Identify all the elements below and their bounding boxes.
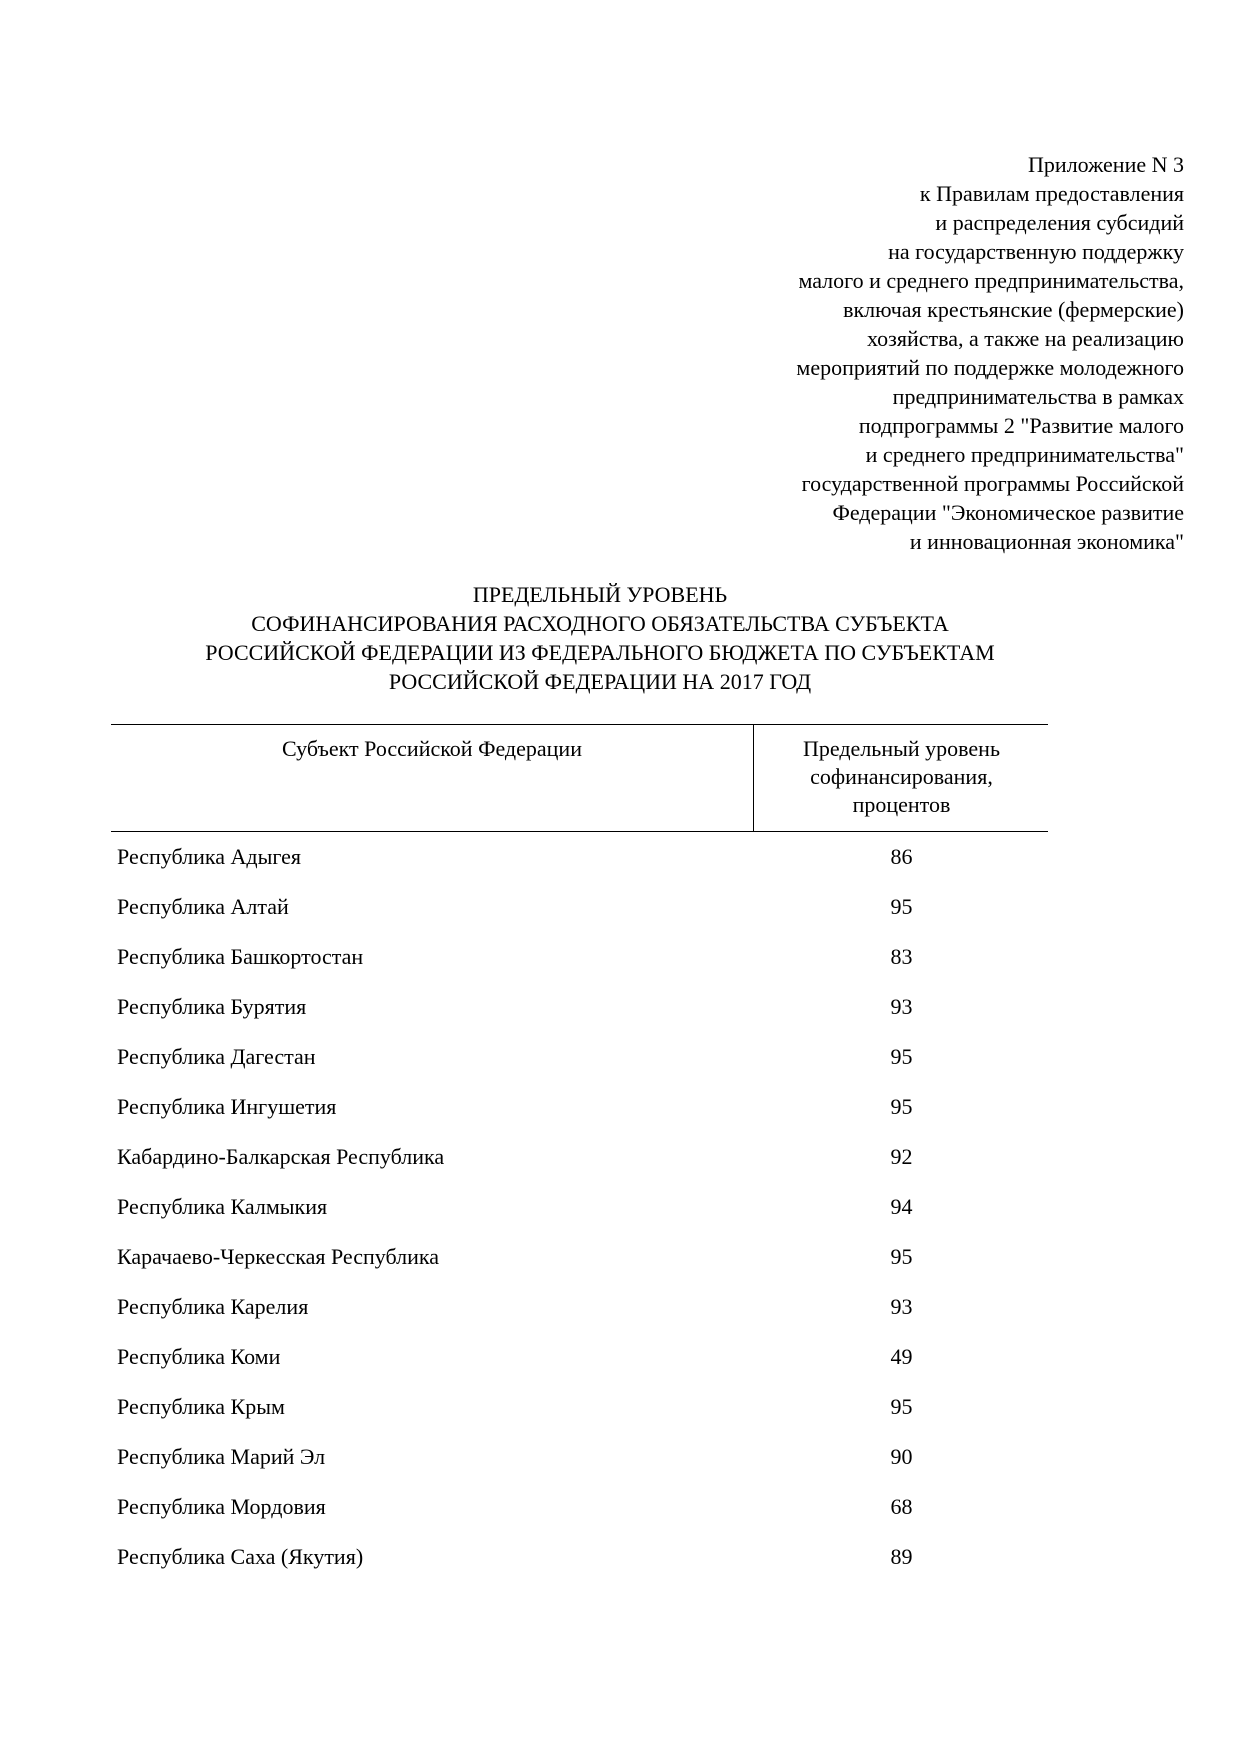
annex-line: Федерации "Экономическое развитие [832, 500, 1184, 525]
title-line: ПРЕДЕЛЬНЫЙ УРОВЕНЬ [472, 582, 728, 607]
level-value: 93 [890, 994, 913, 1019]
level-value: 95 [890, 1244, 913, 1269]
title-line: РОССИЙСКОЙ ФЕДЕРАЦИИ НА 2017 ГОД [388, 669, 812, 694]
table-row [111, 1392, 1048, 1442]
level-value: 68 [890, 1494, 913, 1519]
level-value: 95 [890, 1094, 913, 1119]
level-value: 89 [890, 1544, 913, 1569]
table-row [111, 992, 1048, 1042]
annex-line: государственной программы Российской [801, 471, 1184, 496]
annex-line: малого и среднего предпринимательства, [798, 268, 1184, 293]
level-value: 83 [890, 944, 913, 969]
table-body [111, 832, 1048, 1592]
level-value: 94 [890, 1194, 913, 1219]
title-line: СОФИНАНСИРОВАНИЯ РАСХОДНОГО ОБЯЗАТЕЛЬСТВА СУБЪЕКТА [251, 611, 949, 636]
annex-line: подпрограммы 2 "Развитие малого [858, 413, 1184, 438]
table-row [111, 1142, 1048, 1192]
level-value: 90 [890, 1444, 913, 1469]
annex-line: и инновационная экономика" [909, 529, 1184, 554]
annex-line: и распределения субсидий [935, 210, 1184, 235]
region-name: Республика Саха (Якутия) [117, 1544, 364, 1569]
level-value: 95 [890, 894, 913, 919]
region-name: Республика Марий Эл [117, 1444, 326, 1469]
region-name: Карачаево-Черкесская Республика [117, 1244, 439, 1269]
annex-line: включая крестьянские (фермерские) [843, 297, 1184, 322]
region-name: Кабардино-Балкарская Республика [117, 1144, 445, 1169]
cofinancing-table [111, 724, 1048, 1592]
region-name: Республика Башкортостан [117, 944, 364, 969]
region-name: Республика Крым [117, 1394, 285, 1419]
table-row [111, 1092, 1048, 1142]
table-row [111, 842, 1048, 892]
header-level-line: софинансирования, [810, 764, 993, 789]
region-name: Республика Ингушетия [117, 1094, 337, 1119]
annex-block [544, 150, 1184, 556]
annex-line: мероприятий по поддержке молодежного [796, 355, 1184, 380]
region-name: Республика Калмыкия [117, 1194, 328, 1219]
header-subject: Субъект Российской Федерации [111, 725, 754, 831]
annex-line: к Правилам предоставления [919, 181, 1184, 206]
annex-line: и среднего предпринимательства" [865, 442, 1184, 467]
annex-line: на государственную поддержку [888, 239, 1184, 264]
table-row [111, 1192, 1048, 1242]
annex-line: предпринимательства в рамках [892, 384, 1184, 409]
region-name: Республика Дагестан [117, 1044, 316, 1069]
annex-line: хозяйства, а также на реализацию [867, 326, 1184, 351]
table-row [111, 1542, 1048, 1592]
level-value: 93 [890, 1294, 913, 1319]
title-line: РОССИЙСКОЙ ФЕДЕРАЦИИ ИЗ ФЕДЕРАЛЬНОГО БЮДЖЕТА ПО СУБЪЕКТАМ [205, 640, 995, 665]
document-title [100, 580, 1100, 696]
region-name: Республика Мордовия [117, 1494, 326, 1519]
table-row [111, 1492, 1048, 1542]
table-row [111, 1242, 1048, 1292]
table-row [111, 1292, 1048, 1342]
header-level [755, 725, 1048, 831]
level-value: 95 [890, 1044, 913, 1069]
table-row [111, 1442, 1048, 1492]
level-value: 86 [890, 844, 913, 869]
level-value: 49 [890, 1344, 913, 1369]
table-header [111, 724, 1048, 832]
table-row [111, 1342, 1048, 1392]
region-name: Республика Карелия [117, 1294, 309, 1319]
header-level-line: процентов [852, 792, 951, 817]
table-row [111, 942, 1048, 992]
table-row [111, 892, 1048, 942]
region-name: Республика Коми [117, 1344, 281, 1369]
level-value: 95 [890, 1394, 913, 1419]
annex-line: Приложение N 3 [1028, 152, 1184, 177]
region-name: Республика Бурятия [117, 994, 307, 1019]
level-value: 92 [890, 1144, 913, 1169]
region-name: Республика Алтай [117, 894, 289, 919]
header-level-line: Предельный уровень [803, 736, 1000, 761]
region-name: Республика Адыгея [117, 844, 302, 869]
table-row [111, 1042, 1048, 1092]
